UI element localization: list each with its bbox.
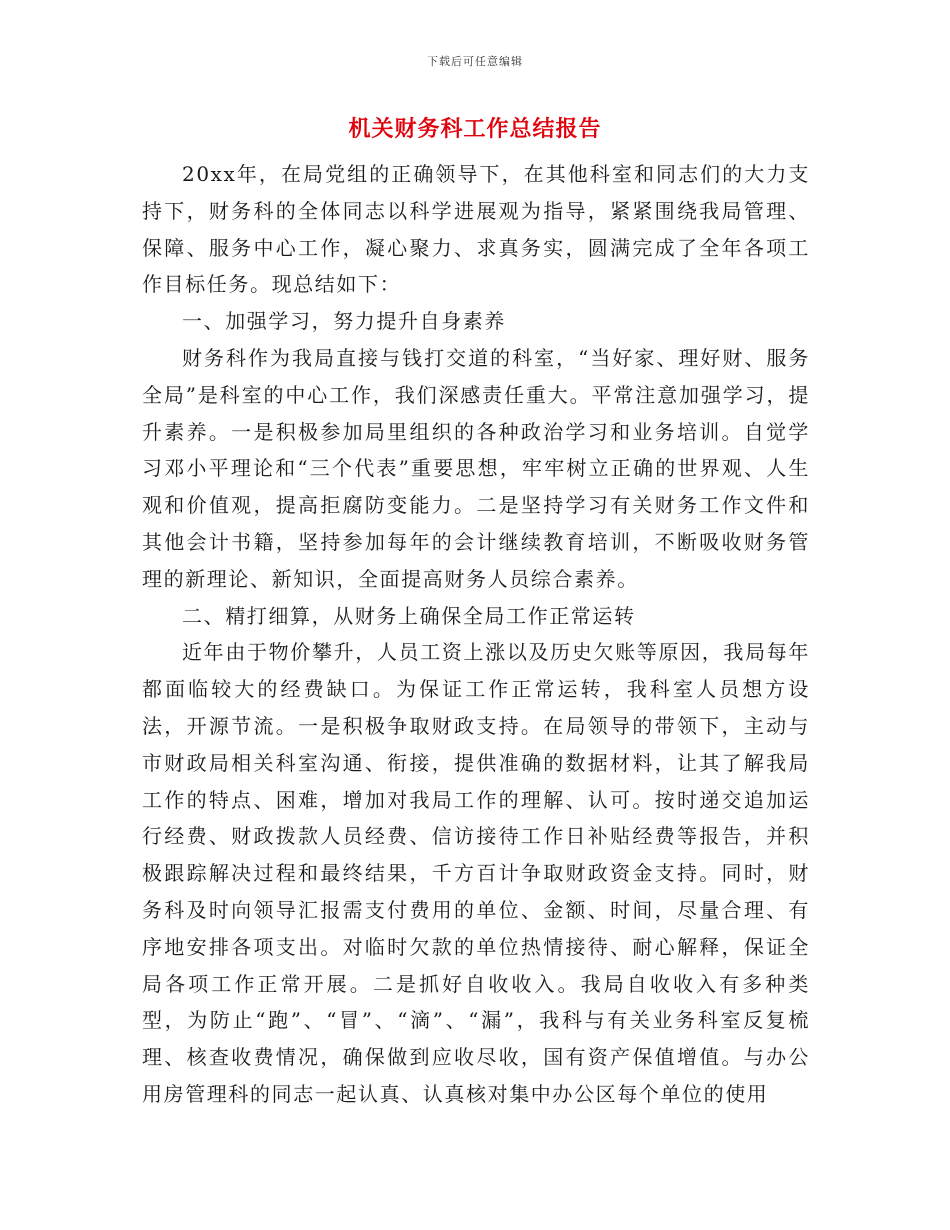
- paragraph-section-2: 近年由于物价攀升，人员工资上涨以及历史欠账等原因，我局每年都面临较大的经费缺口。为保证工作正常运转，我科室人员想方设法，开源节流。一是积极争取财政支持。在局领导的带领下，主动与市财政局相关科室沟通、衔接，提供准确的数据材料，让其了解我局工作的特点、困难，增加对我局工作的理解、认可。按时递交追加运行经费、财政拨款人员经费、信访接待工作日补贴经费等报告，并积极跟踪解决过程和最终结果，千方百计争取财政资金支持。同时，财务科及时向领导汇报需支付费用的单位、金额、时间，尽量合理、有序地安排各项支出。对临时欠款的单位热情接待、耐心解释，保证全局各项工作正常开展。二是抓好自收收入。我局自收收入有多种类型，为防止“跑”、“冒”、“滴”、“漏”，我科与有关业务科室反复梳理、核查收费情况，确保做到应收尽收，国有资产保值增值。与办公用房管理科的同志一起认真、认真核对集中办公区每个单位的使用: [142, 640, 810, 1106]
- document-body: [142, 156, 810, 1113]
- paragraph-intro: 20xx年，在局党组的正确领导下，在其他科室和同志们的大力支持下，财务科的全体同志以科学进展观为指导，紧紧围绕我局管理、保障、服务中心工作，凝心聚力、求真务实，圆满完成了全年各项工作目标任务。现总结如下：: [142, 162, 810, 297]
- document-title: 机关财务科工作总结报告: [348, 116, 602, 142]
- header-note: 下载后可任意编辑: [427, 55, 523, 68]
- section-heading-2: 二、精打细算，从财务上确保全局工作正常运转: [182, 603, 636, 628]
- section-heading-1: 一、加强学习，努力提升自身素养: [182, 309, 506, 334]
- paragraph-section-1: 财务科作为我局直接与钱打交道的科室，“当好家、理好财、服务全局”是科室的中心工作，我们深感责任重大。平常注意加强学习，提升素养。一是积极参加局里组织的各种政治学习和业务培训。自觉学习邓小平理论和“三个代表”重要思想，牢牢树立正确的世界观、人生观和价值观，提高拒腐防变能力。二是坚持学习有关财务工作文件和其他会计书籍，坚持参加每年的会计继续教育培训，不断吸收财务管理的新理论、新知识，全面提高财务人员综合素养。: [142, 345, 810, 591]
